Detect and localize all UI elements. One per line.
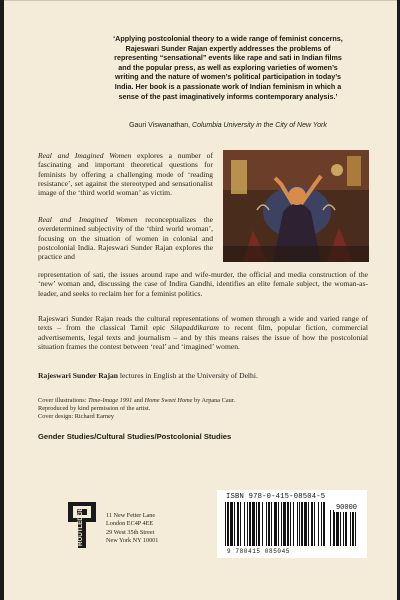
book-title-ref: Real and Imagined Women xyxy=(38,151,132,160)
price-code: 90000 xyxy=(335,504,357,512)
barcode-bar xyxy=(227,502,229,546)
barcode-bar xyxy=(333,510,335,546)
barcode-bar xyxy=(336,510,339,546)
barcode-bar xyxy=(268,502,270,546)
barcode-bar xyxy=(297,502,298,546)
cover-credits xyxy=(38,397,368,421)
ean-number: 9 780415 085045 xyxy=(227,548,291,555)
barcode-bar xyxy=(345,510,347,546)
credits-and: and xyxy=(132,397,145,404)
epic-title: Silapaddikaram xyxy=(170,323,219,333)
barcode-bar xyxy=(318,502,319,546)
barcode-bar xyxy=(247,502,248,546)
author-bio-text: lectures in English at the University of Delhi. xyxy=(118,371,258,380)
attribution-affiliation: Columbia University in the City of New York xyxy=(192,122,327,129)
barcode-bar xyxy=(299,502,300,546)
subject-categories: Gender Studies/Cultural Studies/Postcolonial Studies xyxy=(38,432,232,441)
barcode-bar xyxy=(237,502,239,546)
barcode-bar xyxy=(314,502,315,546)
isbn-number: ISBN 978-0-415-08504-5 xyxy=(226,493,326,501)
credits-design: Cover design: Richard Earney xyxy=(38,413,115,420)
credits-artist: by Arpana Caur. xyxy=(192,397,236,404)
artwork-image xyxy=(223,150,369,262)
barcode-bar xyxy=(240,502,241,546)
barcode-bar xyxy=(290,502,291,546)
address-line: London EC4P 4EE xyxy=(106,520,154,528)
barcode-bar xyxy=(230,502,233,546)
barcode-bar xyxy=(258,502,260,546)
barcode-bar xyxy=(355,510,356,546)
barcode-bar xyxy=(304,502,307,546)
barcode-bar xyxy=(301,502,303,546)
barcode-box xyxy=(217,490,367,558)
barcode-bar xyxy=(262,502,263,546)
barcode-bar xyxy=(249,502,251,546)
barcode-bar xyxy=(234,502,235,546)
author-name: Rajeswari Sunder Rajan xyxy=(38,371,119,380)
address-line: 11 New Fetter Lane xyxy=(106,512,156,519)
description-paragraph-2 xyxy=(38,215,213,261)
description-paragraph-3 xyxy=(38,314,368,351)
routledge-logo-icon xyxy=(68,502,96,548)
paragraph-text: Rajeswari Sunder Rajan reads the cultural representations of women through a wide and varied range of texts – from the classical Tamil epic xyxy=(38,314,368,333)
address-line: 29 West 35th Street xyxy=(106,528,155,536)
barcode-bar xyxy=(271,502,272,546)
barcode-bar xyxy=(352,510,354,546)
barcode-bar xyxy=(311,502,313,546)
quote-text: ‘Applying postcolonial theory to a wide range of feminist concerns, Rajeswari Sunder Rajan expertly addresses the problems of representing “sensational” events like rape and sati in Indian films and the popular press, as well as exploring varieties of women’s writing and the nature of women’s political participation in today’s India. Her book is a passionate work of Indian feminism in which a sense of the past imaginatively informs contemporary analysis.’ xyxy=(113,34,343,101)
paragraph-text: reconceptualizes the overdetermined subjectivity of the ‘third world woman’, focusing on the situation of women in colonial and postcolonial India. Rajeswari Sunder Rajan explores the practice and xyxy=(38,215,213,262)
quote-attribution xyxy=(100,121,356,130)
barcode-bar xyxy=(252,502,255,546)
paragraph-text: to recent film, popular fiction, commercial advertisements, legal texts and journalism – and by this means raises the issue of how the postcolonial situation frames the contest between ‘real’ and ‘imagined’ women. xyxy=(38,323,368,351)
credits-work-2: Home Sweet Home xyxy=(144,397,193,404)
barcode-bar xyxy=(278,502,279,546)
barcode-bar xyxy=(281,502,282,546)
barcode-bar xyxy=(340,510,341,546)
barcode-bar xyxy=(350,510,351,546)
description-paragraph-1 xyxy=(38,151,213,197)
barcode-bar xyxy=(308,502,309,546)
address-line: New York NY 10001 xyxy=(106,537,159,545)
cover-artwork xyxy=(223,150,369,262)
barcode-bar xyxy=(323,502,325,546)
paragraph-text: explores a number of fascinating and important theoretical questions for feminists by offering a challenging mode of ‘reading resistance’, set against the stereotyped and sensationalist image of the ‘third world woman’ as victim. xyxy=(38,151,213,198)
barcode-bar xyxy=(256,502,257,546)
barcode-bar xyxy=(266,502,267,546)
description-paragraph-2-continued xyxy=(38,270,368,298)
logo-text: ROUTLEDGE xyxy=(77,507,84,546)
barcode-bar xyxy=(343,510,344,546)
barcode-bar xyxy=(293,502,294,546)
endorsement-quote xyxy=(108,34,348,101)
author-bio xyxy=(38,371,368,380)
barcode-bar xyxy=(283,502,286,546)
barcode-bar xyxy=(287,502,289,546)
attribution-name: Gauri Viswanathan, xyxy=(129,122,193,129)
book-title-ref: Real and Imagined Women xyxy=(38,215,138,224)
barcode-bar xyxy=(225,502,226,546)
paragraph-text: representation of sati, the issues around rape and wife-murder, the official and media construction of the ‘new’ woman and, discussing the case of Indira Gandhi, identifies an elite female subject, the woman-as-leader, and seeks to reclaim her for a feminist politics. xyxy=(38,270,368,298)
barcode-bar xyxy=(244,502,245,546)
credits-label: Cover illustrations: xyxy=(38,397,89,404)
barcode-bar xyxy=(330,510,331,546)
barcode-bar xyxy=(274,502,277,546)
barcode-bar xyxy=(321,502,322,546)
credits-permission: Reproduced by kind permission of the artist. xyxy=(38,405,151,412)
credits-work-1: Time-Image 1991 xyxy=(88,397,133,404)
